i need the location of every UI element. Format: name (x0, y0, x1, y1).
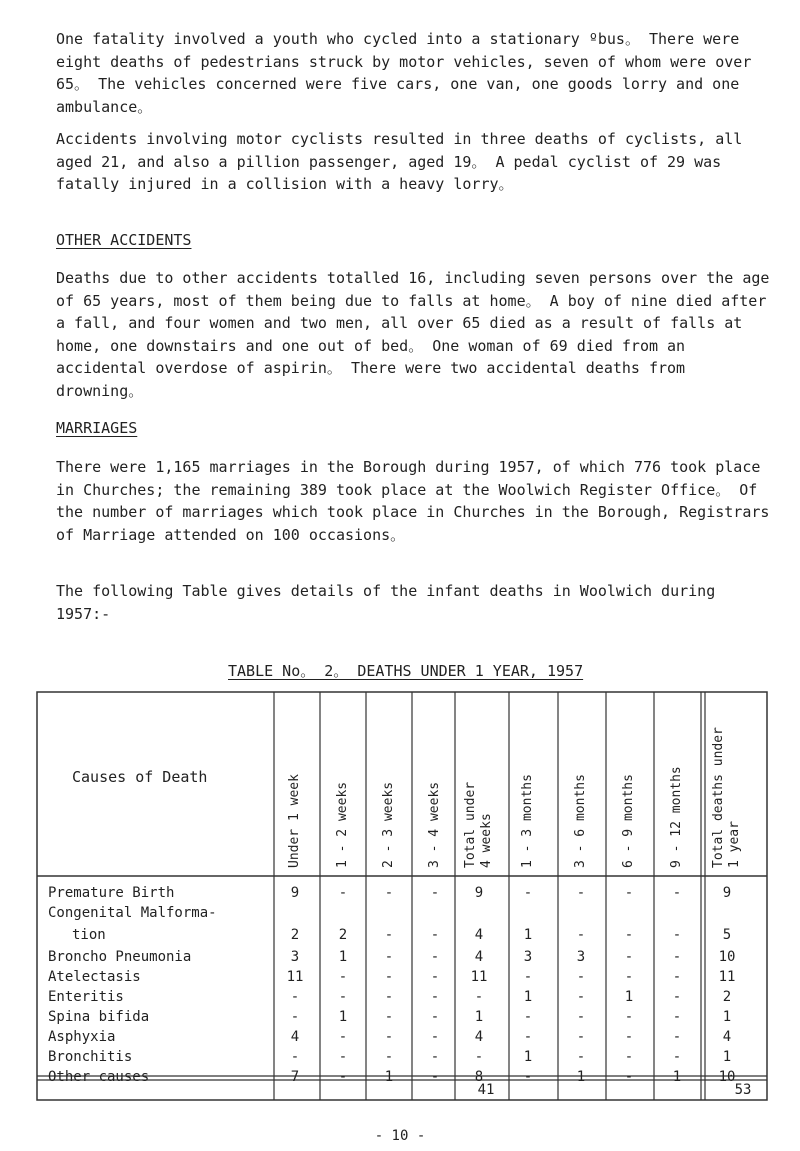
col-3-6-months: 3 - 6 months (573, 774, 588, 868)
table-cell: 9 (722, 885, 732, 901)
table-cell: - (338, 885, 348, 901)
table-cell: - (523, 1029, 533, 1045)
table-cell: - (338, 1069, 348, 1085)
table-cell: 3 (576, 949, 586, 965)
table-cell: - (624, 927, 634, 943)
table-cell: - (576, 969, 586, 985)
table-cell: 1 (672, 1069, 682, 1085)
table-cell: - (430, 885, 440, 901)
table-cell: 4 (722, 1029, 732, 1045)
table-cell: 4 (290, 1029, 300, 1045)
table-cell: - (384, 885, 394, 901)
col-total-under-1-year: Total deaths under 1 year (711, 727, 742, 868)
table-cell: 3 (290, 949, 300, 965)
cause-label: Bronchitis (48, 1049, 133, 1065)
paragraph-other-accidents: Deaths due to other accidents totalled 16, including seven persons over the age of 65 years, most of them being due to falls at home。 A boy of nine died after a fall, and four women and two men, all over 65 died as a result of falls at home, one downstairs and one out of bed。 One woman of 69 died from an accidental overdose of aspirin。 There were two accidental deaths from drowning。 (56, 269, 770, 400)
table-cell: - (338, 1049, 348, 1065)
table-cell: 1 (474, 1009, 484, 1025)
table-cell: - (624, 1069, 634, 1085)
total-under-1-year-sum: 53 (734, 1082, 752, 1098)
table-cell: - (384, 927, 394, 943)
table-cell: - (624, 1049, 634, 1065)
cause-label: Atelectasis (48, 969, 141, 985)
col-1-3-months: 1 - 3 months (520, 774, 535, 868)
table-cell: - (474, 989, 484, 1005)
cause-label: Broncho Pneumonia (48, 949, 192, 965)
table-cell: - (290, 1009, 300, 1025)
table-cell: - (474, 1049, 484, 1065)
cause-label: Enteritis (48, 989, 124, 1005)
table-cell: - (338, 969, 348, 985)
col-under-1-week: Under 1 week (287, 774, 302, 868)
table-cell: - (523, 1009, 533, 1025)
table-cell: - (384, 1049, 394, 1065)
table-cell: 1 (523, 989, 533, 1005)
table-cell: - (430, 989, 440, 1005)
table-cell: - (430, 1029, 440, 1045)
table-cell: - (576, 1049, 586, 1065)
table-cell: - (624, 1009, 634, 1025)
table-cell: 4 (474, 1029, 484, 1045)
table-cell: 1 (722, 1009, 732, 1025)
table-cell: - (430, 1069, 440, 1085)
table-cell: - (672, 949, 682, 965)
table-cell: 4 (474, 949, 484, 965)
table-cell: - (672, 989, 682, 1005)
paragraph-marriages: There were 1,165 marriages in the Borough during 1957, of which 776 took place in Churches; the remaining 389 took place at the Woolwich Register Office。 Of the number of marriages which took place in Churches in the Borough, Registrars of Marriage attended on 100 occasions。 (56, 458, 770, 544)
table-cell: 1 (722, 1049, 732, 1065)
col-3-4-weeks: 3 - 4 weeks (427, 781, 442, 868)
table-cell: - (290, 1049, 300, 1065)
table-cell: 9 (290, 885, 300, 901)
table-cell: 10 (718, 949, 736, 965)
table-cell: - (384, 1029, 394, 1045)
table-cell: 1 (523, 1049, 533, 1065)
table-cell: - (624, 885, 634, 901)
col-1-2-weeks: 1 - 2 weeks (335, 781, 350, 868)
heading-marriages: MARRIAGES (56, 419, 138, 437)
col-2-3-weeks: 2 - 3 weeks (381, 781, 396, 868)
cause-label: Premature Birth (48, 885, 175, 901)
table-cell: - (672, 885, 682, 901)
table-header-causes: Causes of Death (72, 768, 208, 786)
table-cell: - (624, 1029, 634, 1045)
table-cell: 1 (338, 1009, 348, 1025)
table-cell: 1 (384, 1069, 394, 1085)
table-cell: 2 (338, 927, 348, 943)
table-cell: - (624, 949, 634, 965)
table-cell: 1 (576, 1069, 586, 1085)
table-cell: - (672, 1009, 682, 1025)
paragraph-motor-cyclists: Accidents involving motor cyclists resulted in three deaths of cyclists, all aged 21, and also a pillion passenger, aged 19。 A pedal cyclist of 29 was fatally injured in a collision with a heavy lorry。 (56, 130, 743, 193)
table-cell: 11 (470, 969, 488, 985)
table-cell: 11 (718, 969, 736, 985)
table-cell: 8 (474, 1069, 484, 1085)
table-cell: 7 (290, 1069, 300, 1085)
table-cell: - (576, 1029, 586, 1045)
table-cell: - (384, 949, 394, 965)
cause-label: Other causes (48, 1069, 150, 1085)
table-cell: - (523, 969, 533, 985)
col-total-under-4-weeks: Total under 4 weeks (463, 781, 494, 868)
table-cell: - (430, 1049, 440, 1065)
cause-label: Asphyxia (48, 1029, 116, 1045)
table-cell: - (576, 1009, 586, 1025)
table-cell: 1 (523, 927, 533, 943)
table-cell: 2 (722, 989, 732, 1005)
table-cell: 1 (338, 949, 348, 965)
paragraph-table-intro: The following Table gives details of the infant deaths in Woolwich during 1957:- (56, 582, 716, 623)
col-6-9-months: 6 - 9 months (621, 774, 636, 868)
table-cell: 10 (718, 1069, 736, 1085)
table-cell: - (576, 989, 586, 1005)
table-cell: - (430, 1009, 440, 1025)
table-cell: - (430, 949, 440, 965)
page-number: - 10 - (374, 1128, 426, 1144)
table-title: TABLE No。 2。 DEATHS UNDER 1 YEAR, 1957 (228, 662, 584, 680)
table-cell: - (338, 989, 348, 1005)
table-cell: 1 (624, 989, 634, 1005)
table-cell: - (672, 969, 682, 985)
col-9-12-months: 9 - 12 months (669, 766, 684, 868)
table-cell: - (576, 927, 586, 943)
table-cell: - (523, 1069, 533, 1085)
table-cell: - (672, 1049, 682, 1065)
cause-label: Congenital Malforma- (48, 905, 217, 921)
table-cell: 5 (722, 927, 732, 943)
heading-other-accidents: OTHER ACCIDENTS (56, 231, 192, 249)
paragraph-road-fatalities: One fatality involved a youth who cycled into a stationary ºbus。 There were eight deaths of pedestrians struck by motor vehicles, seven of whom were over 65。 The vehicles concerned were five cars, one van, one goods lorry and one ambulance。 (56, 30, 752, 116)
table-cell: - (672, 927, 682, 943)
table-cell: - (430, 927, 440, 943)
table-cell: - (523, 885, 533, 901)
cause-label: Spina bifida (48, 1009, 150, 1025)
table-cell: - (430, 969, 440, 985)
table-cell: - (672, 1029, 682, 1045)
table-cell: 9 (474, 885, 484, 901)
table-cell: - (624, 969, 634, 985)
table-cell: 11 (286, 969, 304, 985)
total-under-4-weeks-sum: 41 (477, 1082, 495, 1098)
table-cell: - (384, 1009, 394, 1025)
cause-label-continuation: tion (72, 927, 106, 943)
table-cell: 2 (290, 927, 300, 943)
table-cell: - (384, 989, 394, 1005)
table-cell: - (576, 885, 586, 901)
table-cell: 3 (523, 949, 533, 965)
table-cell: - (290, 989, 300, 1005)
table-cell: 4 (474, 927, 484, 943)
table-cell: - (338, 1029, 348, 1045)
table-cell: - (384, 969, 394, 985)
